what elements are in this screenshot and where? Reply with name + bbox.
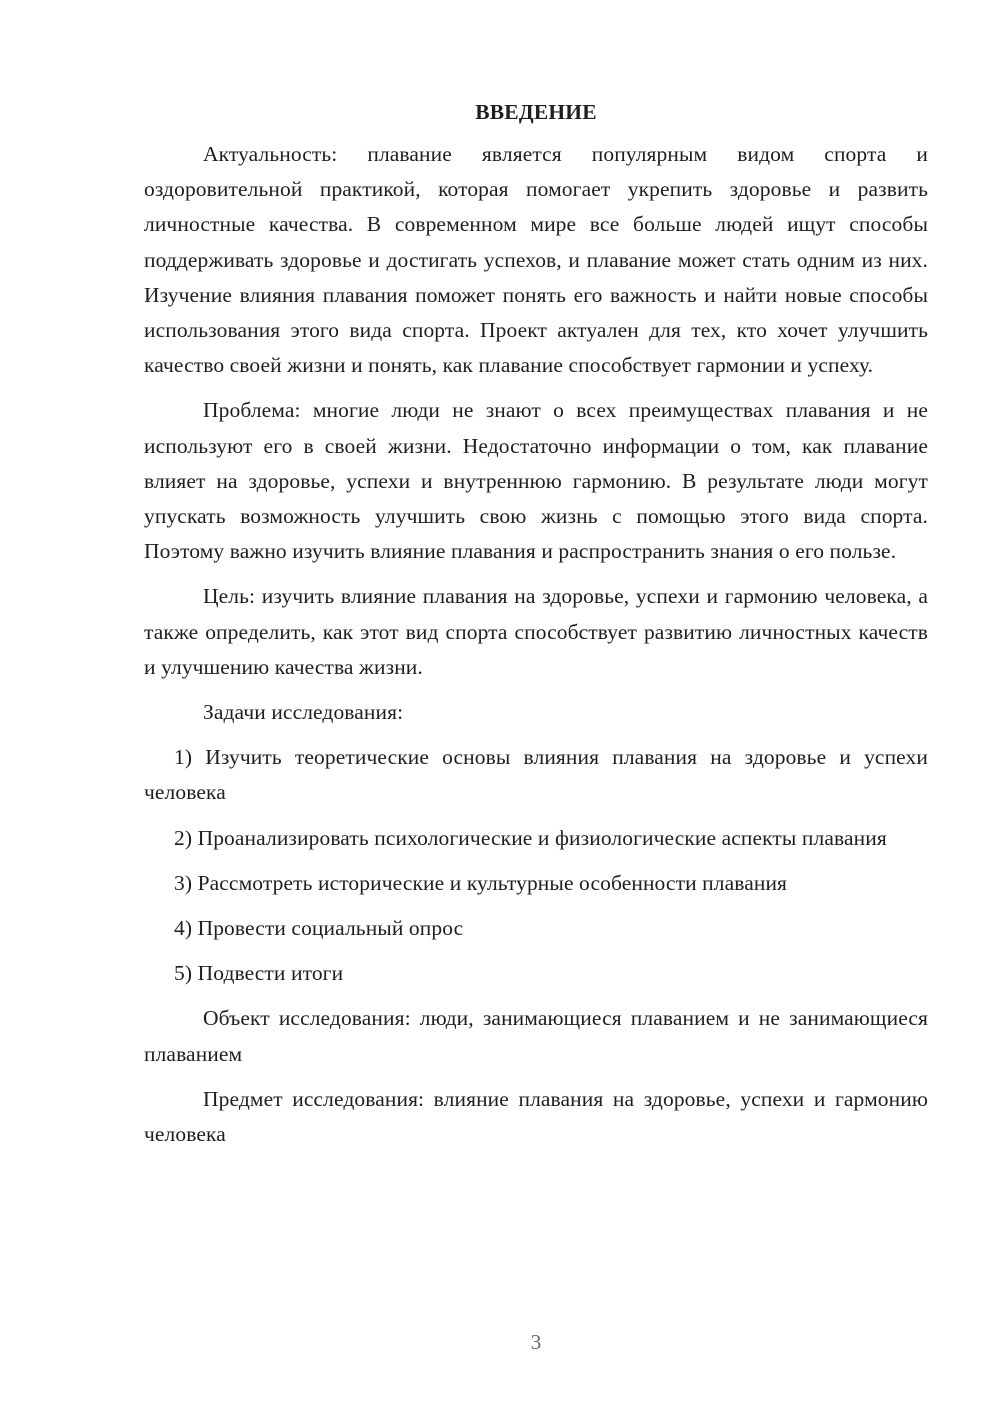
goal-paragraph: Цель: изучить влияние плавания на здоровье, успехи и гармонию человека, а также определить, как этот вид спорта способствует развитию личностных качеств и улучшению качества жизни. [144,584,928,679]
document-page [144,95,928,1162]
page-number: 3 [530,1330,542,1354]
task-item-4: 4) Провести социальный опрос [174,916,464,941]
relevance-paragraph: Актуальность: плавание является популярным видом спорта и оздоровительной практикой, которая помогает укрепить здоровье и развить личностные качества. В современном мире все больше людей ищут способы поддерживать здоровье и достигать успехов, и плавание может стать одним из них. Изучение влияния плавания поможет понять его важность и найти новые способы использования этого вида спорта. Проект актуален для тех, кто хочет улучшить качество своей жизни и понять, как плавание способствует гармонии и успеху. [144,142,928,378]
task-item-5: 5) Подвести итоги [174,961,344,986]
tasks-heading: Задачи исследования: [203,700,404,725]
subject-paragraph: Предмет исследования: влияние плавания на здоровье, успехи и гармонию человека [144,1086,928,1147]
task-item-2: 2) Проанализировать психологические и физиологические аспекты плавания [174,825,887,850]
task-item-3: 3) Рассмотреть исторические и культурные особенности плавания [174,870,788,895]
task-item-1: 1) Изучить теоретические основы влияния плавания на здоровье и успехи человека [144,745,928,805]
problem-paragraph: Проблема: многие люди не знают о всех преимуществах плавания и не используют его в своей жизни. Недостаточно информации о том, как плавание влияет на здоровье, успехи и внутреннюю гармонию. В результате люди могут упускать возможность улучшить свою жизнь с помощью этого вида спорта. Поэтому важно изучить влияние плавания и распространить знания о его пользе. [144,398,928,564]
object-paragraph: Объект исследования: люди, занимающиеся плаванием и не занимающиеся плаванием [144,1006,928,1066]
page-title: ВВЕДЕНИЕ [475,100,597,124]
